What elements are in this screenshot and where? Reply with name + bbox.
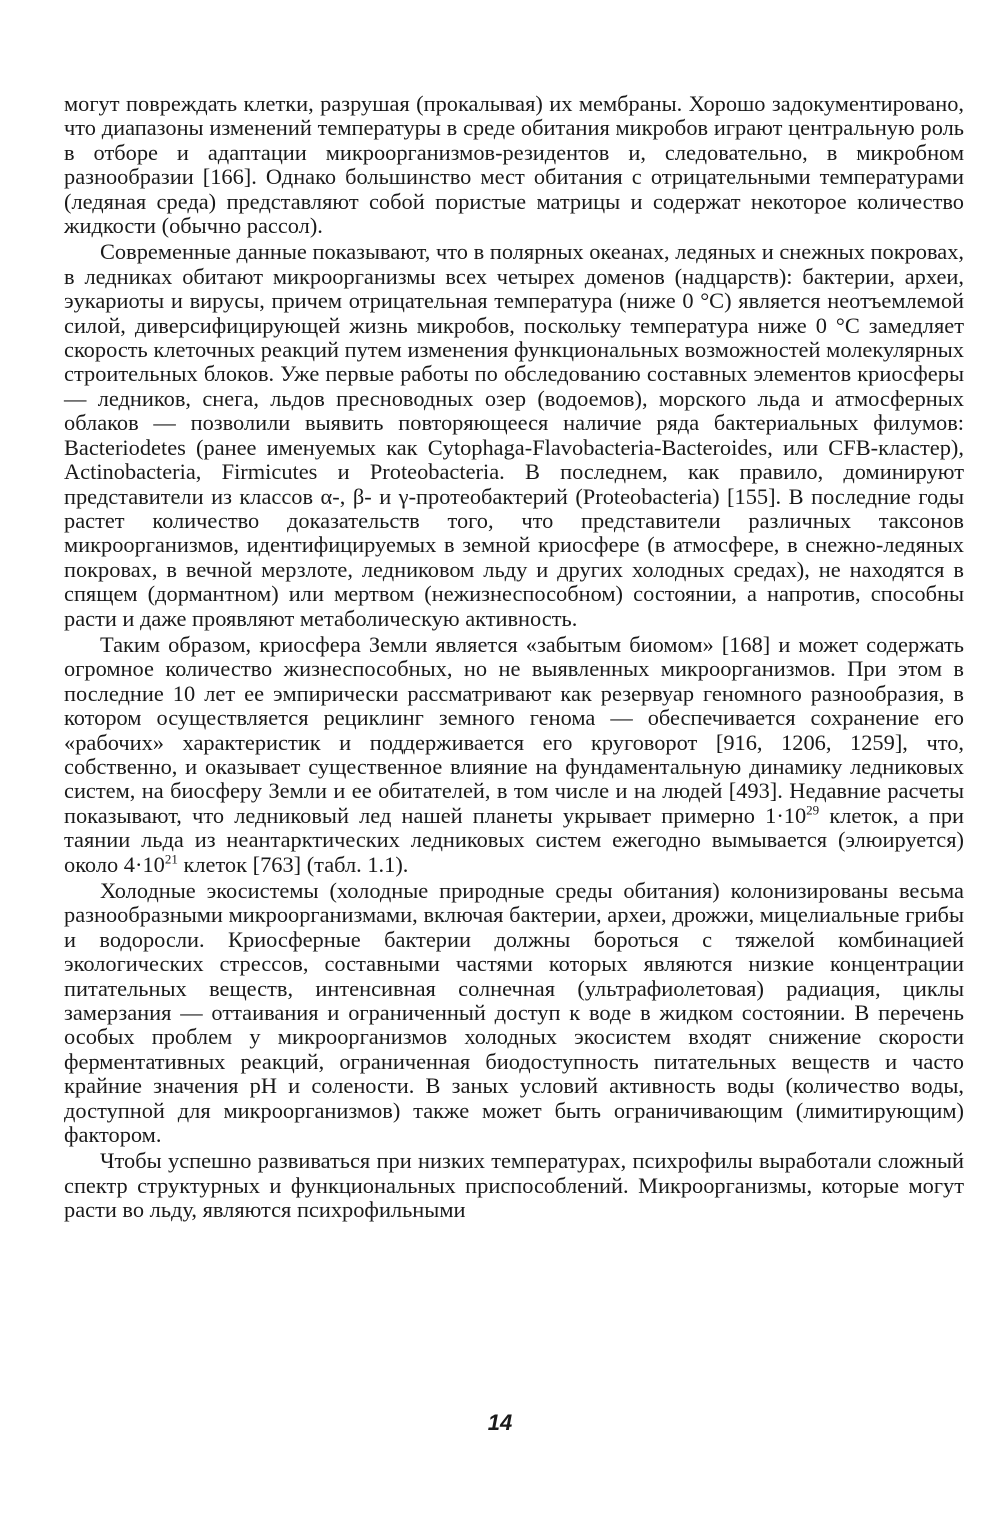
page-body bbox=[64, 92, 964, 1223]
paragraph-forgotten-biome bbox=[64, 633, 964, 877]
paragraph-psychrophiles: Чтобы успешно развиваться при низких температурах, психрофилы выработали сложный спектр структурных и функциональных приспособлений. Микроорганизмы, которые могут расти во льду, являются психрофильными bbox=[64, 1148, 964, 1223]
paragraph-forgotten-biome-text-3: клеток [763] (табл. 1.1). bbox=[177, 851, 409, 877]
paragraph-microbial-domains: Современные данные показывают, что в полярных океанах, ледяных и снежных покровах, в ледниках обитают микроорганизмы всех четырех доменов (надцарств): бактерии, археи, эукариоты и вирусы, причем отрицательная температура (ниже 0 °С) является неотъемлемой силой, диверсифицирующей жизнь микробов, поскольку температура ниже 0 °С замедляет скорость клеточных реакций путем изменения функциональных возможностей молекулярных строительных блоков. Уже первые работы по обследованию составных элементов криосферы — ледников, снега, льдов пресноводных озер (водоемов), морского льда и атмосферных облаков — позволили выявить повторяющееся наличие ряда бактериальных филумов: Bacteriodetes (ранее именуемых как Cytophaga-Flavobacteria-Bacteroides, или CFB-кластер), Actinobacteria, Firmicutes и Proteobacteria. В последнем, как правило, доминируют представители из классов α-, β- и γ-протеобактерий (Proteobacteria) [155]. В последние годы растет количество доказательств того, что представители различных таксонов микроорганизмов, идентифицируемых в земной криосфере (в атмосфере, в снежно-ледяных покровах, в вечной мерзлоте, ледниковом льду и других холодных средах), не находятся в спящем (дормантном) или мертвом (нежизнеспособном) состоянии, а напротив, способны расти и даже проявляют метаболическую активность. bbox=[64, 239, 964, 631]
page-number: 14 bbox=[487, 1410, 513, 1435]
paragraph-forgotten-biome-text-2: клеток, а при таянии льда из неантарктических ледниковых систем ежегодно вымывается (элюируется) около 4·10 bbox=[64, 802, 965, 877]
paragraph-continuation: могут повреждать клетки, разрушая (прокалывая) их мембраны. Хорошо задокументировано, что диапазоны изменений температуры в среде обитания микробов играют центральную роль в отборе и адаптации микроорганизмов-резидентов и, следовательно, в микробном разнообразии [166]. Однако большинство мест обитания с отрицательными температурами (ледяная среда) представляют собой пористые матрицы и содержат некоторое количество жидкости (обычно рассол). bbox=[64, 91, 964, 239]
paragraph-cold-ecosystems: Холодные экосистемы (холодные природные среды обитания) колонизированы весьма разнообразными микроорганизмами, включая бактерии, археи, дрожжи, мицелиальные грибы и водоросли. Криосферные бактерии должны бороться с тяжелой комбинацией экологических стрессов, составными частями которых являются низкие концентрации питательных веществ, интенсивная солнечная (ультрафиолетовая) радиация, циклы замерзания — оттаивания и ограниченный доступ к воде в жидком состоянии. В перечень особых проблем у микроорганизмов холодных экосистем входят снижение скорости ферментативных реакций, ограниченная биодоступность питательных веществ и часто крайние значения pH и солености. В заных условий активность воды (количество воды, доступной для микроорганизмов) также может быть ограничивающим (лимитирующим) фактором. bbox=[64, 878, 964, 1148]
exponent-29: 29 bbox=[806, 802, 820, 818]
exponent-21: 21 bbox=[164, 851, 178, 867]
paragraph-forgotten-biome-text-1: Таким образом, криосфера Земли является «забытым биомом» [168] и может содержать огромное количество жизнеспособных, но не выявленных микроорганизмов. При этом в последние 10 лет ее эмпирически рассматривают как резервуар геномного разнообразия, в котором осуществляется рециклинг земного генома — обеспечивается сохранение его «рабочих» характеристик и поддерживается его круговорот [916, 1206, 1259], что, собственно, и оказывает существенное влияние на фундаментальную динамику ледниковых систем, на биосферу Земли и ее обитателей, в том числе и на людей [493]. Недавние расчеты показывают, что ледниковый лед нашей планеты укрывает примерно 1·10 bbox=[64, 631, 964, 828]
